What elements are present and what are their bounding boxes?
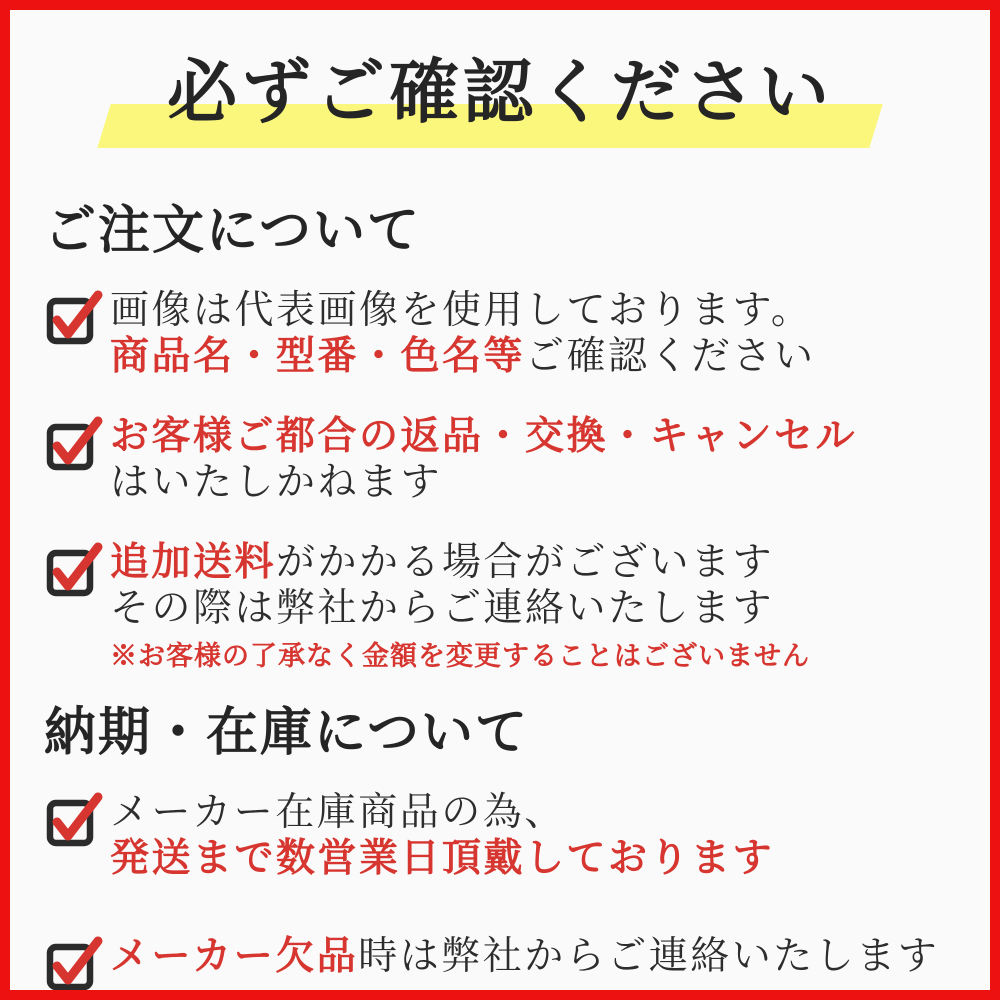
item-line xyxy=(110,540,962,586)
item-text-segment: 時は弊社からご連絡いたします xyxy=(358,934,940,978)
item-line xyxy=(110,460,962,506)
item-text-segment: がかかる場合がございます xyxy=(276,540,775,584)
item-text-segment-red: 発送まで数営業日頂戴しております xyxy=(110,836,775,880)
item-note: ※お客様の了承なく金額を変更することはございません xyxy=(110,640,810,671)
checklist-item-maker-stock xyxy=(46,790,962,882)
item-text-segment: メーカー在庫商品の為、 xyxy=(110,790,566,834)
item-text xyxy=(110,934,962,980)
checkbox-checked-icon xyxy=(46,792,104,846)
item-text-segment: はいたしかねます xyxy=(110,460,443,504)
item-line xyxy=(110,836,962,882)
item-text-segment-red: 追加送料 xyxy=(110,540,277,584)
checkbox-checked-icon xyxy=(46,936,104,990)
checklist-item-extra-shipping xyxy=(46,540,962,672)
item-text xyxy=(110,288,962,380)
checklist-item-representative-image xyxy=(46,288,962,380)
checklist-item-no-returns xyxy=(46,414,962,506)
item-text-segment: 画像は代表画像を使用しております。 xyxy=(110,288,813,332)
item-line xyxy=(110,790,962,836)
page-title: 必ずご確認ください xyxy=(167,55,833,132)
item-line xyxy=(110,934,962,980)
item-line xyxy=(110,288,962,334)
item-line xyxy=(110,586,962,632)
section-order-heading: ご注文について xyxy=(44,203,421,260)
checkbox-checked-icon xyxy=(46,542,104,596)
title-banner xyxy=(38,44,962,146)
item-text xyxy=(110,414,962,506)
checkbox-checked-icon xyxy=(46,416,104,470)
section-order xyxy=(38,202,962,672)
item-text-segment-red: 商品名・型番・色名等 xyxy=(110,334,526,378)
section-delivery-stock-heading: 納期・在庫について xyxy=(44,704,529,762)
item-text-segment: その際は弊社からご連絡いたします xyxy=(110,586,775,630)
checkbox-checked-icon xyxy=(46,290,104,344)
item-text-segment-red: お客様ご都合の返品・交換・キャンセル xyxy=(110,414,858,458)
section-delivery-stock xyxy=(38,704,962,990)
item-text xyxy=(110,540,962,672)
checklist-item-maker-shortage xyxy=(46,934,962,990)
item-line xyxy=(110,334,962,380)
item-text-segment: ご確認ください xyxy=(525,334,816,378)
item-text-segment-red: メーカー欠品 xyxy=(110,934,359,978)
item-line xyxy=(110,414,962,460)
item-text xyxy=(110,790,962,882)
